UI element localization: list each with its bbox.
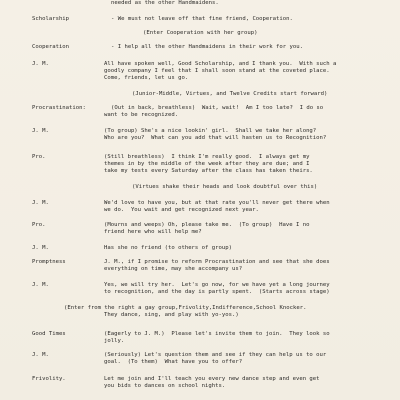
speaker-name: Cooperation — [32, 44, 70, 50]
dialogue-continuation: themes in by the middle of the week after they are due; and I — [104, 161, 310, 167]
dialogue-continuation: to recognition, and the day is partly spent. (Starts across stage) — [104, 289, 330, 295]
dialogue-text: Yes, we will try her. Let's go now, for we have yet a long journey — [104, 282, 330, 288]
dialogue-text: (Eagerly to J. M.) Please let's invite them to join. They look so — [104, 331, 330, 337]
dialogue-text: All have spoken well, Good Scholarship, and I thank you. With such a — [104, 61, 337, 67]
dialogue-text: (Seriously) Let's question them and see if they can help us to our — [104, 352, 327, 358]
speaker-name: Promptness — [32, 259, 66, 265]
dialogue-text: We'd love to have you, but at that rate you'll never get there when — [104, 200, 330, 206]
dialogue-text: Let me join and I'll teach you every new dance step and even get — [104, 376, 320, 382]
stage-direction: (Virtues shake their heads and look doubtful over this) — [132, 184, 318, 190]
speaker-name: Good Times — [32, 331, 66, 337]
dialogue-continuation: want to be recognized. — [104, 112, 179, 118]
speaker-name: Pro. — [32, 154, 46, 160]
dialogue-continuation: you bids to dances on school nights. — [104, 383, 226, 389]
speaker-name: J. M. — [32, 245, 49, 251]
dialogue-text: Has she no friend (to others of group) — [104, 245, 232, 251]
dialogue-continuation: jolly. — [104, 338, 125, 344]
speaker-name: Procrastination: — [32, 105, 86, 111]
stage-direction: (Enter Cooperation with her group) — [143, 30, 258, 36]
dialogue-text: - We must not leave off that fine friend, Cooperation. — [111, 16, 293, 22]
dialogue-text: (Out in back, breathless) Wait, wait! Am I too late? I do so — [111, 105, 324, 111]
dialogue-continuation: Who are you? What can you add that will hasten us to Recognition? — [104, 135, 327, 141]
stage-direction: (Junior-Middle, Virtues, and Twelve Credits start forward) — [132, 91, 328, 97]
speaker-name: J. M. — [32, 352, 49, 358]
speaker-name: J. M. — [32, 200, 49, 206]
speaker-name: Pro. — [32, 222, 46, 228]
dialogue-text: J. M., if I promise to reform Procrastination and see that she does — [104, 259, 330, 265]
dialogue-continuation: friend here who will help me? — [104, 229, 202, 235]
dialogue-continuation: everything on time, may she accompany us? — [104, 266, 243, 272]
dialogue-text: (To group) She's a nice lookin' girl. Shall we take her along? — [104, 128, 317, 134]
dialogue-continuation: goal. (To them) What have you to offer? — [104, 359, 243, 365]
speaker-name: J. M. — [32, 61, 49, 67]
speaker-name: Scholarship — [32, 16, 70, 22]
dialogue-text: (Mourns and weeps) Oh, please take me. (To group) Have I no — [104, 222, 310, 228]
speaker-name: Frivolity. — [32, 376, 66, 382]
dialogue-continuation: goodly company I feel that I shall soon stand at the coveted place. — [104, 68, 330, 74]
dialogue-continuation: take my tests every Saturday after the class has taken theirs. — [104, 168, 313, 174]
stage-direction: They dance, sing, and play with yo-yos.) — [104, 312, 239, 318]
stage-direction: (Enter from the right a gay group,Frivolity,Indifference,School Knocker. — [64, 305, 307, 311]
speaker-name: J. M. — [32, 128, 49, 134]
dialogue-text: - I help all the other Handmaidens in their work for you. — [111, 44, 303, 50]
dialogue-text: (Still breathless) I think I'm really good. I always get my — [104, 154, 310, 160]
dialogue-continuation: we do. You wait and get recognized next year. — [104, 207, 259, 213]
dialogue-continuation: needed as the other Handmaidens. — [111, 0, 219, 6]
dialogue-continuation: Come, friends, let us go. — [104, 75, 189, 81]
speaker-name: J. M. — [32, 282, 49, 288]
